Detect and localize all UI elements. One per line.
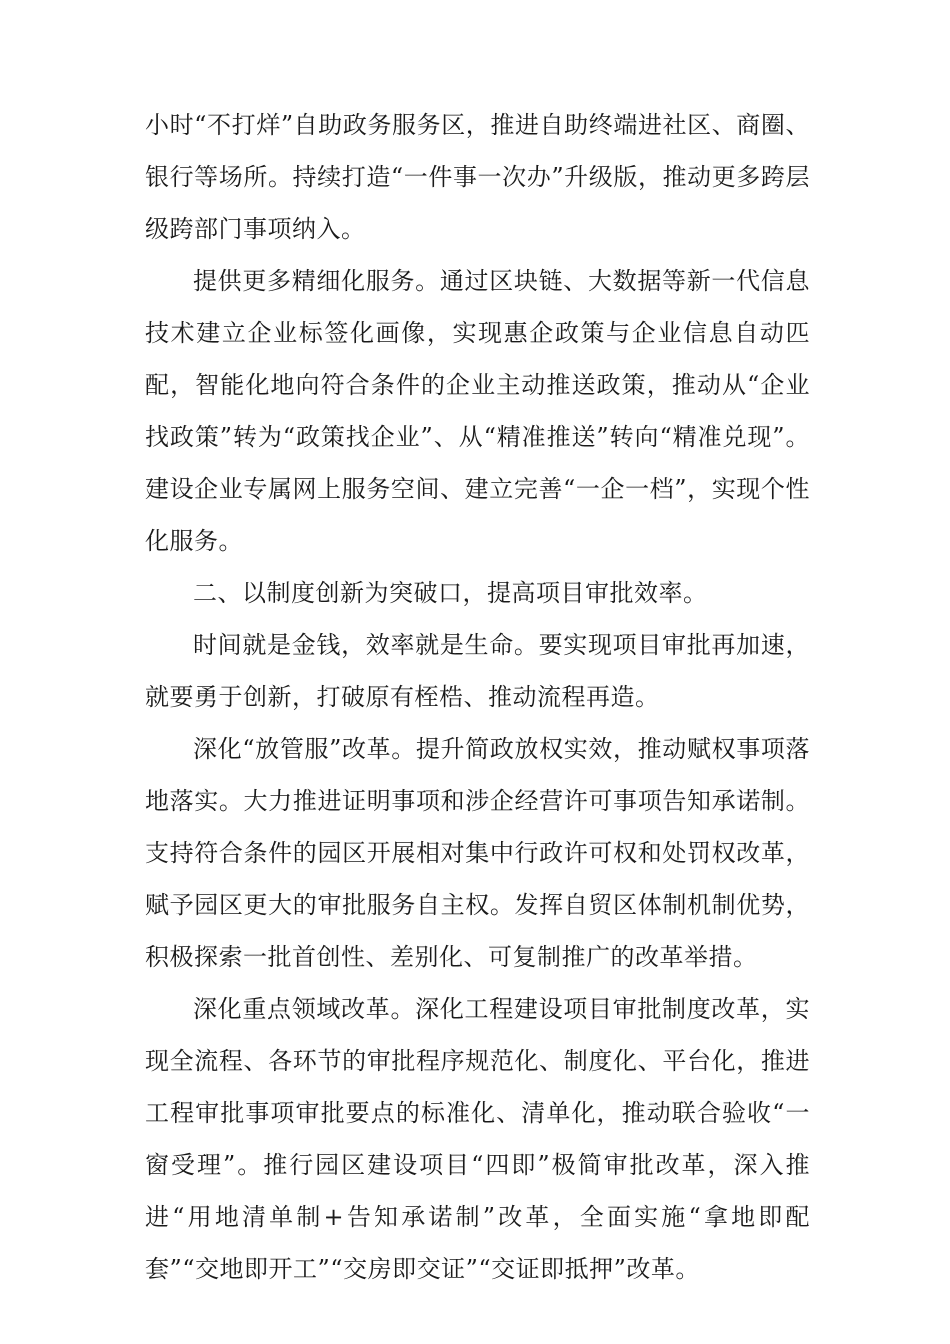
paragraph-5: 深化“放管服”改革。提升简政放权实效，推动赋权事项落地落实。大力推进证明事项和涉企经营许可事项告知承诺制。支持符合条件的园区开展相对集中行政许可权和处罚权改革，赋予园区更大的审批服务自主权。发挥自贸区体制机制优势，积极探索一批首创性、差别化、可复制推广的改革举措。	[145, 735, 810, 971]
section-heading-2: 二、以制度创新为突破口，提高项目审批效率。	[193, 579, 708, 607]
paragraph-4: 时间就是金钱，效率就是生命。要实现项目审批再加速，就要勇于创新，打破原有桎梏、推动流程再造。	[145, 631, 810, 711]
paragraph-1: 小时“不打烊”自助政务服务区，推进自助终端进社区、商圈、银行等场所。持续打造“一件事一次办”升级版，推动更多跨层级跨部门事项纳入。	[145, 111, 810, 243]
paragraph-6: 深化重点领域改革。深化工程建设项目审批制度改革，实现全流程、各环节的审批程序规范化、制度化、平台化，推进工程审批事项审批要点的标准化、清单化，推动联合验收“一窗受理”。推行园区建设项目“四即”极简审批改革，深入推进“用地清单制+告知承诺制”改革，全面实施“拿地即配套”“交地即开工”“交房即交证”“交证即抵押”改革。	[145, 995, 810, 1283]
document-body	[145, 99, 810, 1295]
paragraph-2: 提供更多精细化服务。通过区块链、大数据等新一代信息技术建立企业标签化画像，实现惠企政策与企业信息自动匹配，智能化地向符合条件的企业主动推送政策，推动从“企业找政策”转为“政策找企业”、从“精准推送”转向“精准兑现”。建设企业专属网上服务空间、建立完善“一企一档”，实现个性化服务。	[145, 267, 810, 555]
